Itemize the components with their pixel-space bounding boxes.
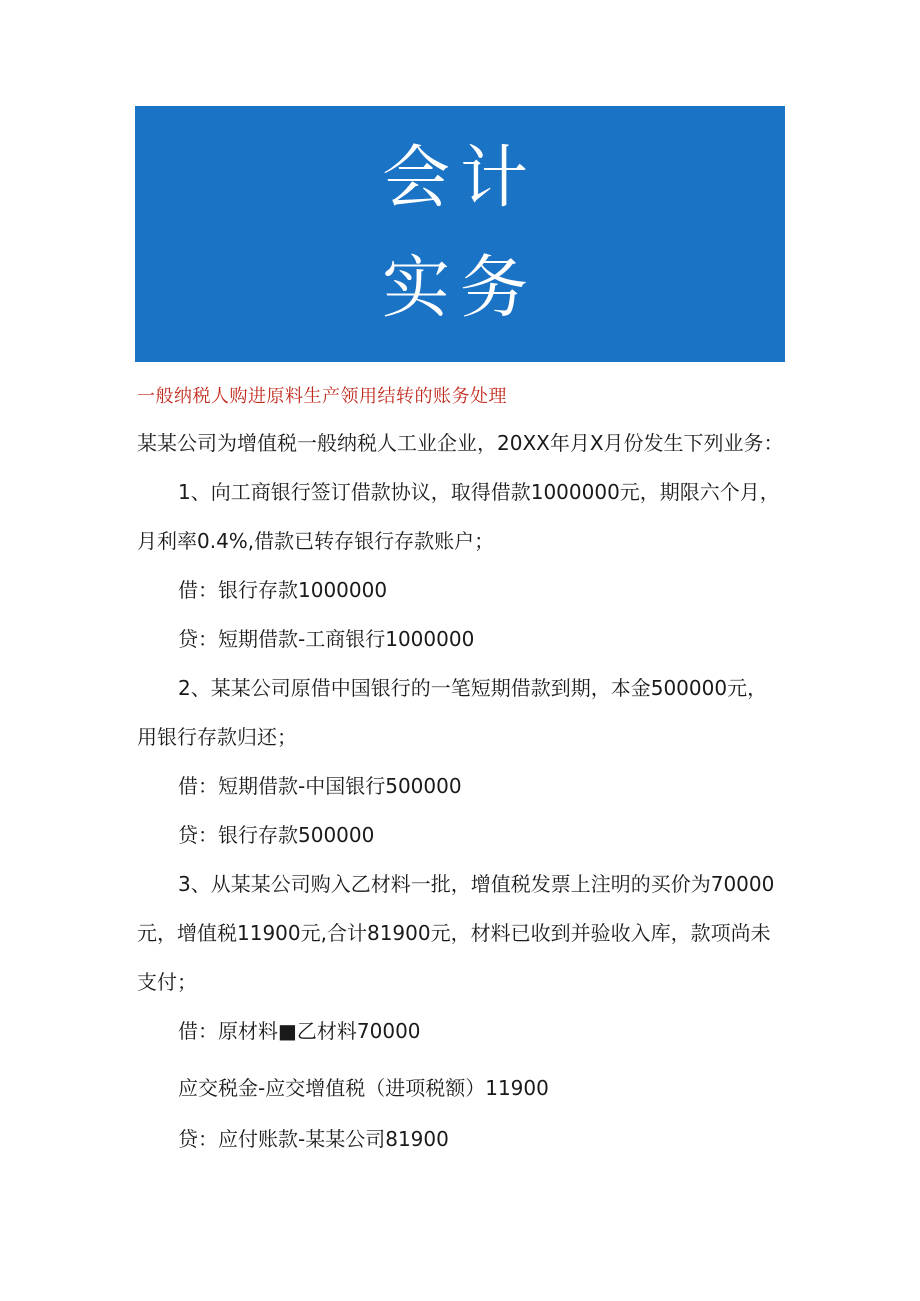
item2-text-line1: 2、某某公司原借中国银行的一笔短期借款到期，本金500000元， (178, 676, 768, 700)
title-banner (135, 106, 785, 362)
item2-debit-entry: 借：短期借款-中国银行500000 (178, 774, 462, 798)
banner-title-line-2: 实务 (381, 249, 538, 328)
item1-debit-entry: 借：银行存款1000000 (178, 578, 388, 602)
banner-title-line-1: 会计 (381, 139, 538, 218)
item1-credit-entry: 贷：短期借款-工商银行1000000 (178, 627, 475, 651)
item1-text-line1: 1、向工商银行签订借款协议，取得借款1000000元，期限六个月， (178, 480, 780, 504)
document-subtitle: 一般纳税人购进原料生产领用结转的账务处理 (137, 386, 507, 407)
item3-text-line2: 元，增值税11900元,合计81900元，材料已收到并验收入库，款项尚未 (137, 921, 771, 945)
item2-credit-entry: 贷：银行存款500000 (178, 823, 375, 847)
item1-text-line2: 月利率0.4%,借款已转存银行存款账户； (137, 529, 495, 553)
item2-text-line2: 用银行存款归还； (137, 725, 297, 749)
item3-text-line1: 3、从某某公司购入乙材料一批，增值税发票上注明的买价为70000 (178, 872, 775, 896)
item3-text-line3: 支付； (137, 970, 197, 994)
item3-debit-entry-2: 应交税金-应交增值税（进项税额）11900 (178, 1076, 549, 1100)
item3-debit-entry: 借：原材料■乙材料70000 (178, 1019, 421, 1043)
intro-paragraph: 某某公司为增值税一般纳税人工业企业，20XX年月X月份发生下列业务： (137, 431, 784, 455)
item3-credit-entry: 贷：应付账款-某某公司81900 (178, 1127, 449, 1151)
